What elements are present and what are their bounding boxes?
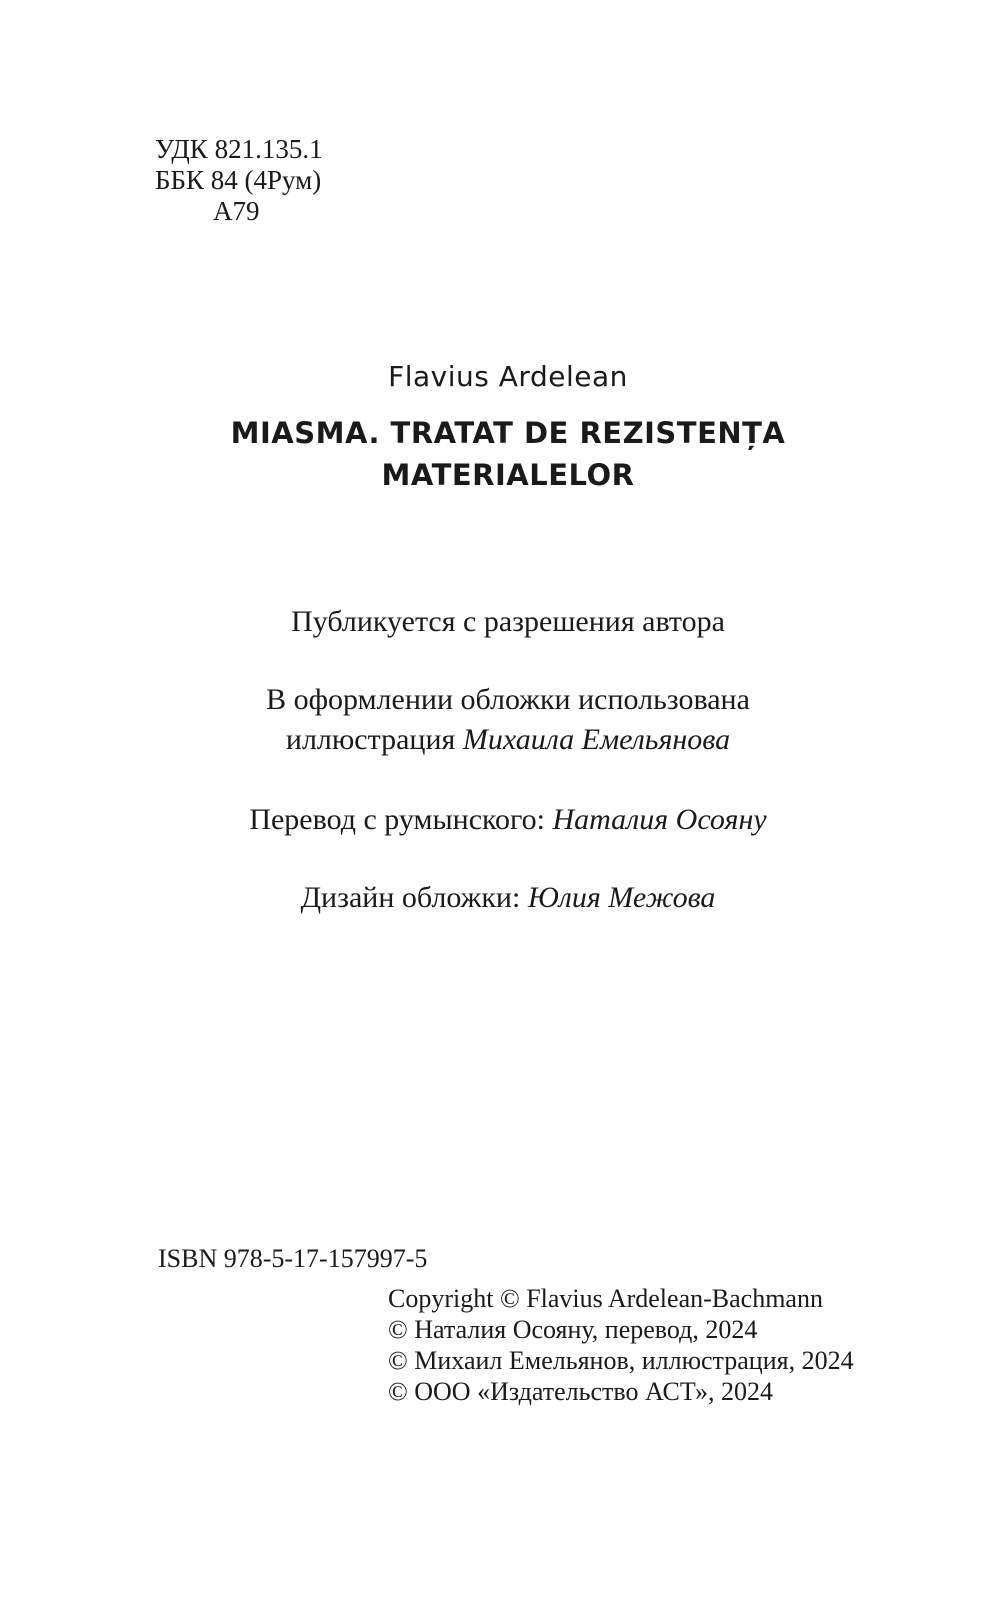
original-title-line-1: MIASMA. TRATAT DE REZISTENȚA [230,416,786,450]
cover-illustration-line-2 [0,720,1000,760]
library-classification [155,134,323,227]
original-author: Flavius Ardelean [388,360,628,393]
translator-name: Наталия Осояну [552,803,767,836]
permission-note [0,602,1000,642]
copyright-line: © Наталия Осояну, перевод, 2024 [388,1315,758,1344]
author-mark: А79 [213,196,260,226]
copyright-block [388,1283,854,1407]
cover-illustration-credit [0,680,1000,760]
cover-designer-name: Юлия Межова [527,881,716,914]
bbk-code: ББК 84 (4Рум) [155,165,322,195]
copyright-line: © ООО «Издательство АСТ», 2024 [388,1377,774,1406]
isbn-number: ISBN 978-5-17-157997-5 [158,1244,428,1273]
copyright-line: © Михаил Емельянов, иллюстрация, 2024 [388,1346,854,1375]
udk-code: УДК 821.135.1 [155,134,323,164]
original-title-line-2: MATERIALELOR [381,458,635,492]
cover-design-credit [0,878,1000,918]
original-title [0,412,1000,496]
translation-label: Перевод с румынского: [249,803,545,836]
cover-illustration-prefix: иллюстрация [285,723,456,756]
copyright-line: Copyright © Flavius Ardelean-Bachmann [388,1284,823,1313]
cover-illustrator-name: Михаила Емельянова [462,723,731,756]
translation-credit [0,800,1000,840]
cover-illustration-text: В оформлении обложки использована [266,683,750,716]
cover-design-label: Дизайн обложки: [300,881,521,914]
permission-text: Публикуется с разрешения автора [291,605,725,638]
